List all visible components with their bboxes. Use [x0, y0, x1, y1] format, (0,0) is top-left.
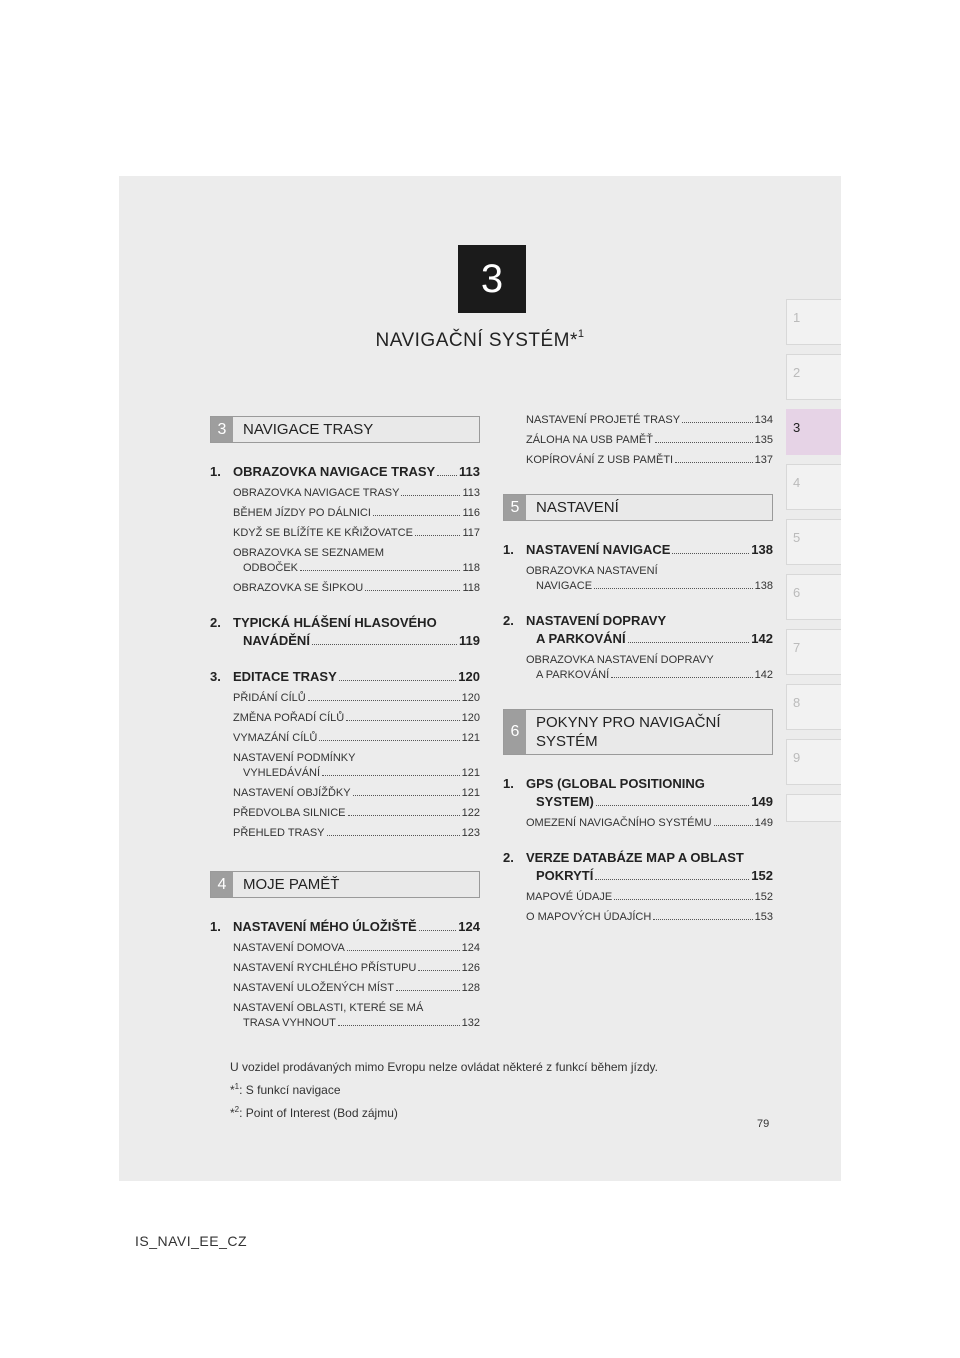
toc-subentry[interactable]: BĚHEM JÍZDY PO DÁLNICI 116 — [233, 507, 480, 519]
toc-subentry[interactable]: OMEZENÍ NAVIGAČNÍHO SYSTÉMU 149 — [526, 817, 773, 829]
toc-entry[interactable]: 2. TYPICKÁ HLÁŠENÍ HLASOVÉHO NAVÁDĚNÍ 119 — [210, 615, 480, 648]
toc-subentry[interactable]: PŘIDÁNÍ CÍLŮ 120 — [233, 692, 480, 704]
document-id: IS_NAVI_EE_CZ — [135, 1233, 248, 1249]
toc-subentry[interactable]: OBRAZOVKA NASTAVENÍ DOPRAVY A PARKOVÁNÍ 142 — [526, 654, 773, 681]
toc-entry[interactable]: 2. NASTAVENÍ DOPRAVY A PARKOVÁNÍ 142 — [503, 613, 773, 646]
toc-subentry[interactable]: OBRAZOVKA SE SEZNAMEM ODBOČEK 118 — [233, 547, 480, 574]
toc-subentry[interactable]: NASTAVENÍ DOMOVA 124 — [233, 942, 480, 954]
toc-subentry[interactable]: O MAPOVÝCH ÚDAJÍCH 153 — [526, 911, 773, 923]
toc-entry[interactable]: 1. NASTAVENÍ MÉHO ÚLOŽIŠTĚ 124 — [210, 919, 480, 934]
chapter-number: 3 — [480, 256, 504, 301]
toc-subentry[interactable]: KDYŽ SE BLÍŽÍTE KE KŘIŽOVATCE 117 — [233, 527, 480, 539]
toc-subentry[interactable]: NASTAVENÍ OBJÍŽĎKY 121 — [233, 787, 480, 799]
toc-entry[interactable]: 1. GPS (GLOBAL POSITIONING SYSTEM) 149 — [503, 776, 773, 809]
toc-subentry[interactable]: ZÁLOHA NA USB PAMĚŤ 135 — [526, 434, 773, 446]
footnote-2: *$^2$: Point of Interest (Bod zájmu) — [230, 1105, 398, 1120]
toc-subentry[interactable]: NASTAVENÍ RYCHLÉHO PŘÍSTUPU 126 — [233, 962, 480, 974]
toc-entry[interactable]: 1. OBRAZOVKA NAVIGACE TRASY 113 — [210, 464, 480, 479]
chapter-tab-8[interactable]: 8 — [786, 684, 841, 730]
toc-subentry[interactable]: OBRAZOVKA NAVIGACE TRASY 113 — [233, 487, 480, 499]
footnote-1: *$^1$: S funkcí navigace — [230, 1082, 341, 1097]
toc-subentry[interactable]: NASTAVENÍ PODMÍNKY VYHLEDÁVÁNÍ 121 — [233, 752, 480, 779]
chapter-tab-7[interactable]: 7 — [786, 629, 841, 675]
chapter-tab-9[interactable]: 9 — [786, 739, 841, 785]
footnotes — [230, 1057, 658, 1123]
toc-subentry[interactable]: VYMAZÁNÍ CÍLŮ 121 — [233, 732, 480, 744]
toc-subentry[interactable]: NASTAVENÍ ULOŽENÝCH MÍST 128 — [233, 982, 480, 994]
toc-subentry[interactable]: PŘEDVOLBA SILNICE 122 — [233, 807, 480, 819]
chapter-tab-6[interactable]: 6 — [786, 574, 841, 620]
toc-entry[interactable]: 1. NASTAVENÍ NAVIGACE 138 — [503, 542, 773, 557]
page-number: 79 — [757, 1118, 770, 1130]
toc-entry[interactable]: 2. VERZE DATABÁZE MAP A OBLAST POKRYTÍ 152 — [503, 850, 773, 883]
toc-subentry[interactable]: ZMĚNA POŘADÍ CÍLŮ 120 — [233, 712, 480, 724]
toc-right-column — [503, 408, 773, 925]
chapter-tab-4[interactable]: 4 — [786, 464, 841, 510]
footnote-driving: U vozidel prodávaných mimo Evropu nelze ovládat některé z funkcí během jízdy. — [230, 1060, 658, 1074]
section-header-3: 3 NAVIGACE TRASY — [210, 416, 480, 443]
section-header-6: 6 POKYNY PRO NAVIGAČNÍ SYSTÉM — [503, 709, 773, 755]
toc-subentry[interactable]: PŘEHLED TRASY 123 — [233, 827, 480, 839]
toc-entry[interactable]: 3. EDITACE TRASY 120 — [210, 669, 480, 684]
chapter-number-box — [458, 245, 526, 313]
toc-left-column — [210, 416, 480, 1031]
chapter-tab-10[interactable] — [786, 794, 841, 822]
section-header-4: 4 MOJE PAMĚŤ — [210, 871, 480, 898]
toc-subentry[interactable]: NASTAVENÍ OBLASTI, KTERÉ SE MÁ TRASA VYHNOUT 132 — [233, 1002, 480, 1029]
toc-subentry[interactable]: OBRAZOVKA SE ŠIPKOU 118 — [233, 582, 480, 594]
toc-subentry[interactable]: MAPOVÉ ÚDAJE 152 — [526, 891, 773, 903]
chapter-tabs — [786, 299, 841, 831]
toc-subentry[interactable]: OBRAZOVKA NASTAVENÍ NAVIGACE 138 — [526, 565, 773, 592]
section-header-5: 5 NASTAVENÍ — [503, 494, 773, 521]
toc-subentry[interactable]: NASTAVENÍ PROJETÉ TRASY 134 — [526, 414, 773, 426]
chapter-tab-3[interactable]: 3 — [786, 409, 841, 455]
chapter-tab-1[interactable]: 1 — [786, 299, 841, 345]
chapter-tab-5[interactable]: 5 — [786, 519, 841, 565]
chapter-tab-2[interactable]: 2 — [786, 354, 841, 400]
chapter-title: NAVIGAČNÍ SYSTÉM*$^1$ — [375, 328, 585, 351]
toc-subentry[interactable]: KOPÍROVÁNÍ Z USB PAMĚTI 137 — [526, 454, 773, 466]
